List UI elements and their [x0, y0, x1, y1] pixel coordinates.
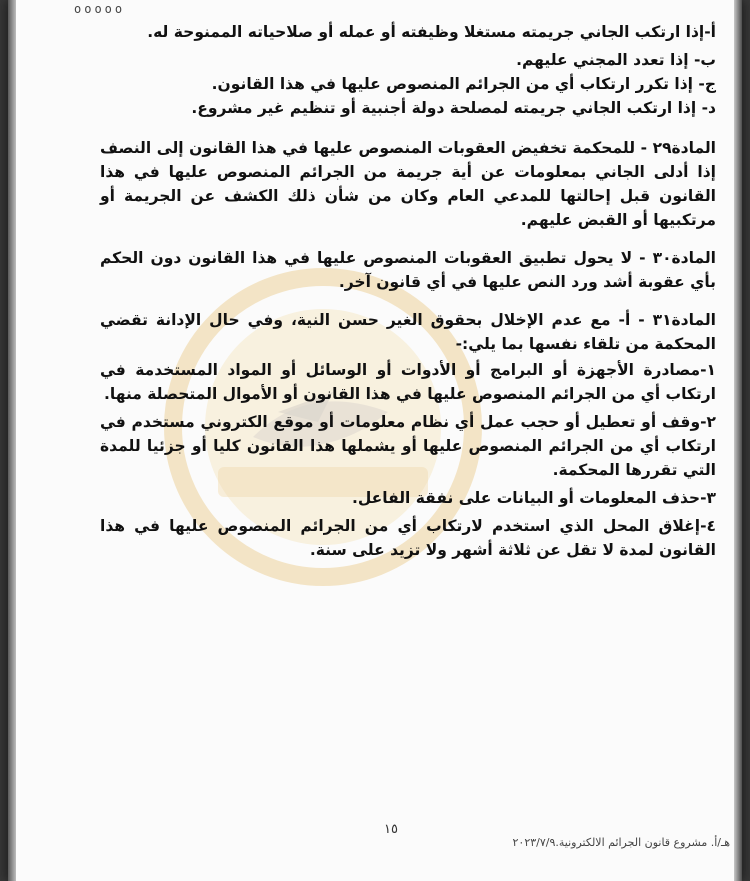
- article-31: [100, 308, 716, 356]
- item-label: ٣-: [700, 489, 716, 507]
- document-body: [100, 20, 716, 562]
- item-text: حذف المعلومات أو البيانات على نفقة الفاعل.: [351, 489, 701, 507]
- item-label: أ-: [704, 23, 716, 41]
- item-label: ٢-: [700, 413, 716, 431]
- list-item: [100, 410, 716, 482]
- list-item: [100, 486, 716, 510]
- item-label: ٤-: [700, 517, 716, 535]
- page-number: ١٥: [384, 822, 398, 837]
- item-text: إذا ارتكب الجاني جريمته مستغلا وظيفته أو عمله أو صلاحياته الممنوحة له.: [147, 23, 705, 41]
- item-text: إغلاق المحل الذي استخدم لارتكاب أي من الجرائم المنصوص عليها في هذا القانون لمدة لا تقل عن ثلاثة أشهر ولا تزيد على سنة.: [100, 517, 716, 559]
- list-item: [100, 514, 716, 562]
- item-text: مصادرة الأجهزة أو البرامج أو الأدوات أو الوسائل أو المواد المستخدمة في ارتكاب أي من الجرائم المنصوص عليها في هذا القانون أو الأموال المتحصلة منها.: [100, 361, 716, 403]
- document-page: [8, 0, 742, 881]
- item-text: إذا تعدد المجني عليهم.: [516, 51, 689, 69]
- article-heading: المادة٣١ -: [638, 311, 716, 329]
- list-item: [100, 20, 716, 44]
- item-label: ١-: [700, 361, 716, 379]
- page-edge-shadow-left: [8, 0, 16, 881]
- page-edge-shadow-right: [734, 0, 742, 881]
- corner-mark: ooooo: [74, 2, 126, 16]
- article-heading: المادة٢٩ -: [640, 139, 716, 157]
- item-label: ج-: [698, 75, 716, 93]
- item-text: وقف أو تعطيل أو حجب عمل أي نظام معلومات أو موقع الكتروني مستخدم في ارتكاب أي من الجرائم المنصوص عليها أو يشملها هذا القانون كليا أو جزئيا للمدة التي تقررها المحكمة.: [100, 413, 716, 479]
- list-item: [100, 96, 716, 120]
- article-text: لا يحول تطبيق العقوبات المنصوص عليها في هذا القانون دون الحكم بأي عقوبة أشد ورد النص عليها في أي قانون آخر.: [100, 249, 716, 291]
- article-sub-label: أ-: [618, 311, 631, 329]
- item-text: إذا ارتكب الجاني جريمته لمصلحة دولة أجنبية أو تنظيم غير مشروع.: [191, 99, 697, 117]
- list-item: [100, 48, 716, 72]
- list-item: [100, 72, 716, 96]
- article-heading: المادة٣٠ -: [639, 249, 716, 267]
- footer-reference: هـ/أ. مشروع قانون الجرائم الالكترونية.٢٠٢٣/٧/٩: [512, 836, 730, 849]
- article-30: [100, 246, 716, 294]
- item-label: ب-: [693, 51, 716, 69]
- list-item: [100, 358, 716, 406]
- article-text: مع عدم الإخلال بحقوق الغير حسن النية، وفي حال الإدانة تقضي المحكمة من تلقاء نفسها بما يلي:-: [100, 311, 716, 353]
- article-29: [100, 136, 716, 232]
- item-text: إذا تكرر ارتكاب أي من الجرائم المنصوص عليها في هذا القانون.: [211, 75, 693, 93]
- article-text: للمحكمة تخفيض العقوبات المنصوص عليها في هذا القانون إلى النصف إذا أدلى الجاني بمعلومات عن أية جريمة من الجرائم المنصوص عليها في هذا القانون قبل إحالتها للمدعي العام وكان من شأن ذلك الكشف عن الجريمة أو مرتكبيها أو القبض عليهم.: [100, 139, 716, 229]
- item-label: د-: [701, 99, 716, 117]
